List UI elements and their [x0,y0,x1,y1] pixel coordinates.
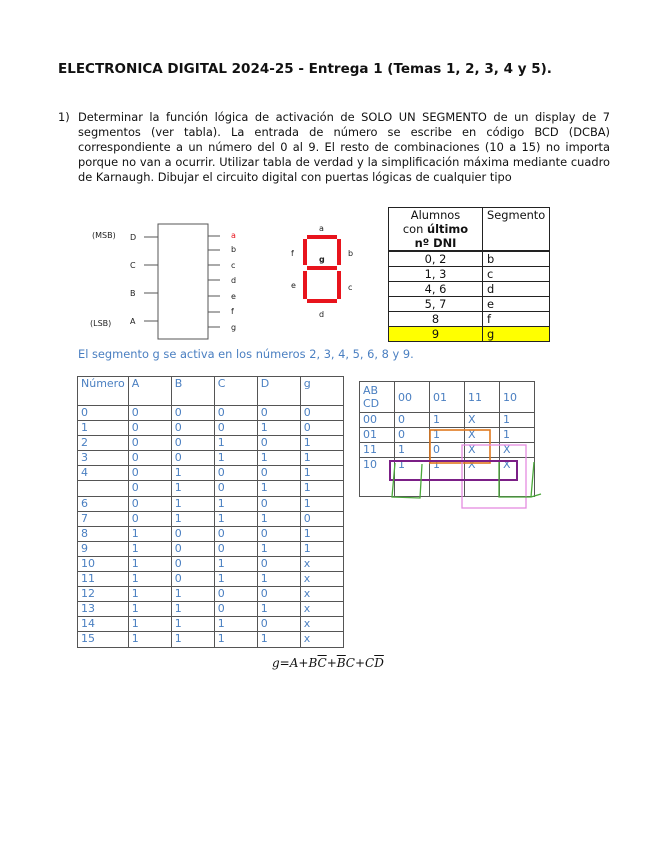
table-row: 1 0 0 0 1 0 [78,421,344,436]
svg-text:c: c [231,261,236,270]
kmap-row: 00 0 1 X 1 [360,413,535,428]
kmap-row: 11 1 0 X X [360,443,535,458]
svg-text:C: C [130,261,136,270]
kmap-corner: AB CD [360,382,395,413]
svg-text:f: f [291,249,294,258]
svg-text:A: A [130,317,136,326]
table-row: 12 1 1 0 0 x [78,587,344,602]
segment-note: El segmento g se activa en los números 2, 3, 4, 5, 6, 8 y 9. [78,347,414,361]
result-formula: $g=A+B\overline{C}+\overline{B}C+C\overline{D}$ [272,656,384,670]
table-row: 6 0 1 1 0 1 [78,496,344,511]
segment-table: Alumnos con último nº DNI Segmento 0, 2 b 1, 3 c 4, 6 d 5, 7 e 8 f 9 g [388,207,550,342]
table-row: 3 0 0 1 1 1 [78,451,344,466]
question-text: Determinar la función lógica de activación de SOLO UN SEGMENTO de un display de 7 segmentos (ver tabla). La entrada de número se escribe en código BCD (DCBA) correspondiente a un número del 0 al 9. El resto de combinaciones (10 a 15) no importa porque no van a ocurrir. Utilizar tabla de verdad y la simplificación máxima mediante cuadro de Karnaugh. Dibujar el circuito digital con puertas lógicas de cualquier tipo [78,110,610,185]
table-row: 9 1 0 0 1 1 [78,541,344,556]
svg-text:e: e [291,281,296,290]
segment-table-header-students: Alumnos con último nº DNI [389,208,483,252]
question-number: 1) [58,110,70,124]
kmap-row: 10 1 1 X X [360,458,535,497]
table-row: 8 1 0 0 0 1 [78,526,344,541]
table-row: 15 1 1 1 1 x [78,632,344,647]
segment-table-header-segment: Segmento [483,208,550,252]
svg-text:g: g [319,255,325,264]
lsb-label: (LSB) [90,319,112,328]
svg-text:D: D [130,233,137,242]
kmap-row: 01 0 1 X 1 [360,428,535,443]
svg-text:f: f [231,307,234,316]
svg-text:b: b [348,249,354,258]
svg-text:a: a [319,224,324,233]
table-row: 11 1 0 1 1 x [78,572,344,587]
table-row: 2 0 0 1 0 1 [78,436,344,451]
svg-text:g: g [231,323,237,332]
table-row: 4 0 1 0 0 1 [78,466,344,481]
table-row: 0 0 0 0 0 0 [78,406,344,421]
table-row: 7 0 1 1 1 0 [78,511,344,526]
table-row: 0 1 0 1 1 [78,481,344,496]
svg-text:B: B [130,289,136,298]
svg-text:d: d [319,310,325,319]
svg-text:c: c [348,283,353,292]
table-row: 13 1 1 0 1 x [78,602,344,617]
document-title: ELECTRONICA DIGITAL 2024-25 - Entrega 1 (Temas 1, 2, 3, 4 y 5). [58,61,552,77]
table-row: 10 1 0 1 0 x [78,556,344,571]
svg-text:b: b [231,245,237,254]
highlighted-row: 9 g [389,327,550,342]
msb-label: (MSB) [92,231,116,240]
truth-table: Número A B C D g 0 0 0 0 0 0 1 0 0 0 1 0 2 0 0 1 0 1 3 0 0 1 1 1 4 0 1 0 0 1 0 1 0 1 1 6 0 1 1 0 1 7 0 1 1 1 0 8 1 0 0 0 1 9 1 0 0 1 1 10 1 0 1 0 x 11 1 0 1 1 x 12 1 1 0 0 x 13 1 1 0 1 x 14 1 1 1 0 x 15 1 1 1 1 x [77,376,344,648]
svg-text:e: e [231,292,236,301]
svg-text:d: d [231,276,237,285]
karnaugh-map: AB CD 00 01 11 10 00 0 1 X 1 01 0 1 X 1 11 1 0 X X 10 1 1 X X [359,381,535,497]
table-row: 14 1 1 1 0 x [78,617,344,632]
svg-text:a: a [231,231,236,240]
